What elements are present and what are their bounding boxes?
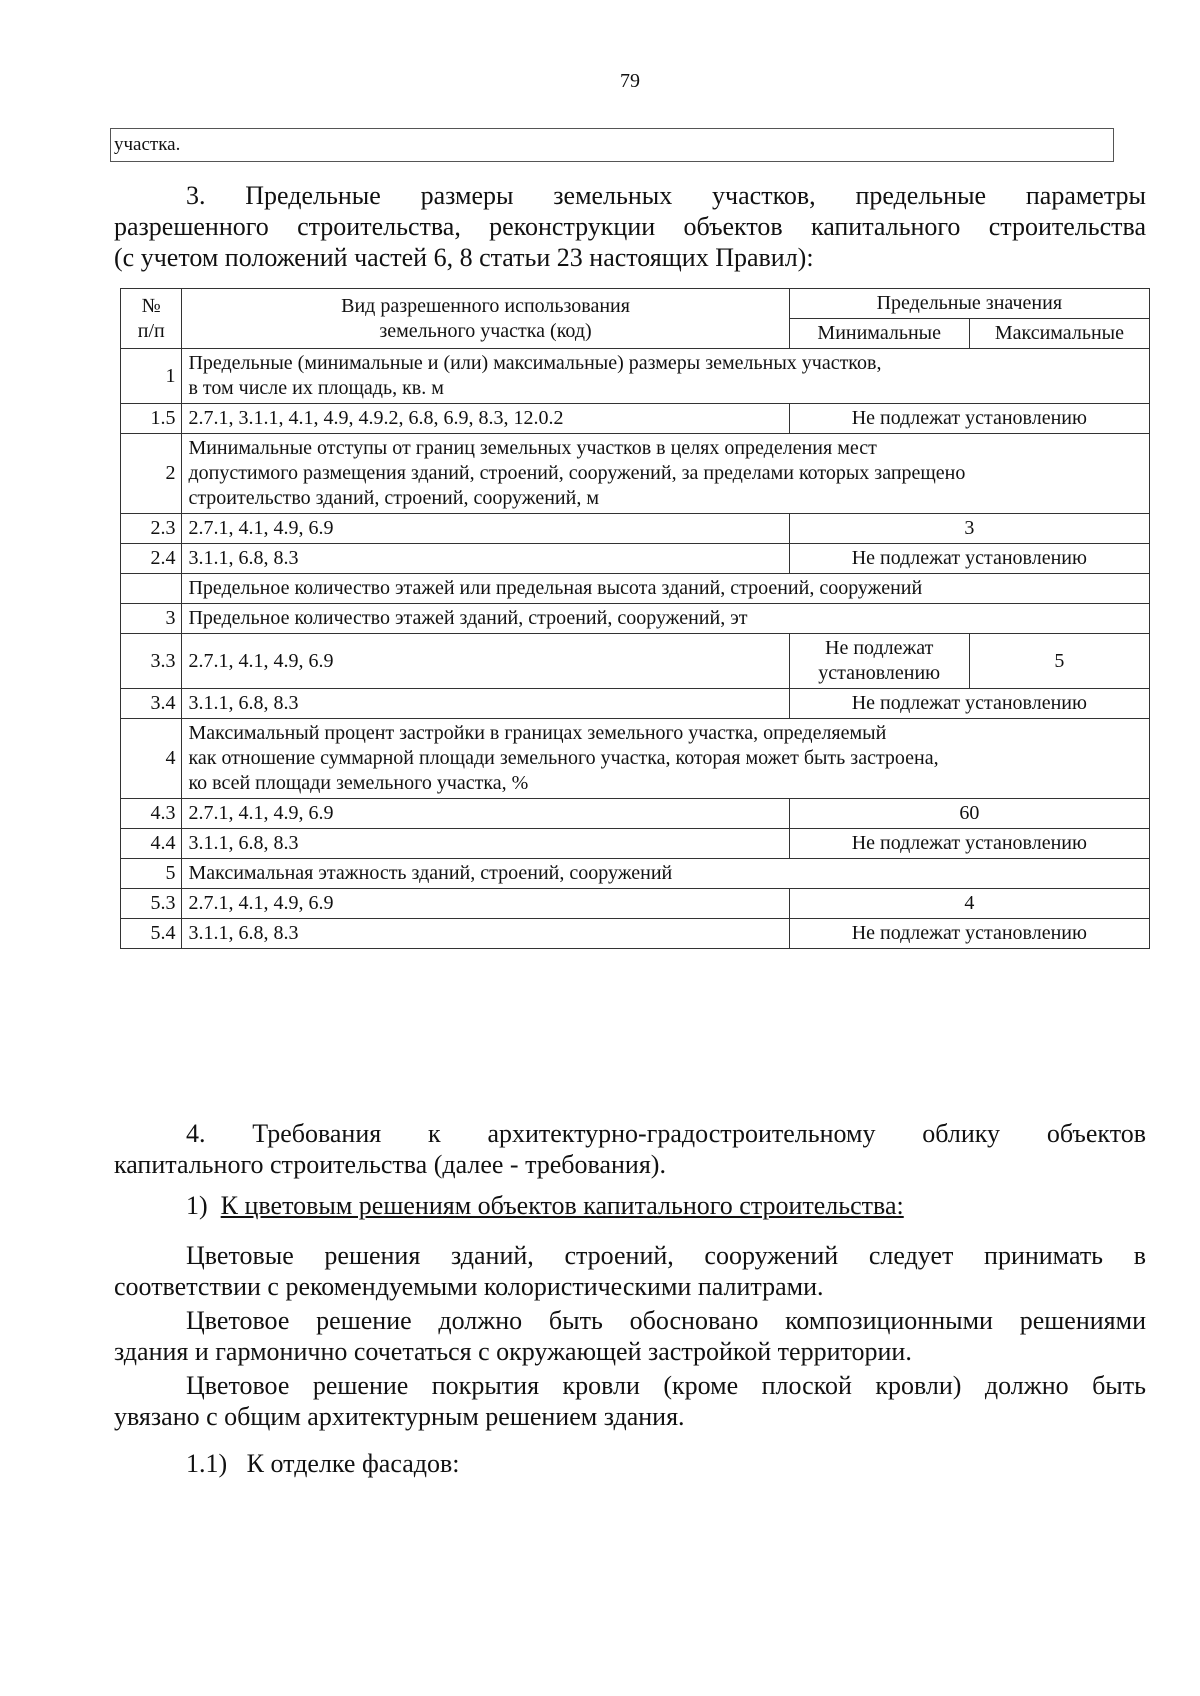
row-num: 1 [121,349,182,404]
row-codes: 2.7.1, 4.1, 4.9, 6.9 [182,634,789,689]
row-max-value: 5 [969,634,1149,689]
header-use [182,289,789,349]
row-text-line: в том числе их площадь, кв. м [188,377,444,399]
section-4-line-1: 4. Требования к архитектурно-градостроительному облику объектов [186,1119,1146,1148]
row-codes: 3.1.1, 6.8, 8.3 [182,829,789,859]
row-text-line: Максимальный процент застройки в границах земельного участка, определяемый [188,722,887,744]
row-value: 60 [789,799,1149,829]
subsection-1-title: К цветовым решениям объектов капитального строительства: [220,1191,904,1220]
row-num: 5.3 [121,889,182,919]
paragraph-2 [114,1305,1146,1367]
row-codes: 2.7.1, 4.1, 4.9, 6.9 [182,799,789,829]
table-row [121,859,1150,889]
subsection-1-1-number: 1.1) [186,1449,228,1478]
section-3-line-1: 3. Предельные размеры земельных участков, предельные параметры [186,181,1146,210]
row-text: Предельное количество этажей или предельная высота зданий, строений, сооружений [182,574,1150,604]
row-text-line: допустимого размещения зданий, строений, сооружений, за пределами которых запрещено [188,462,966,484]
row-value: Не подлежат установлению [789,689,1149,719]
table-row [121,544,1150,574]
paragraph-1-line-1: Цветовые решения зданий, строений, сооружений следует принимать в [186,1241,1146,1270]
row-num: 3.4 [121,689,182,719]
row-codes: 2.7.1, 4.1, 4.9, 6.9 [182,889,789,919]
subsection-1-number: 1) [186,1191,208,1220]
table-row [121,574,1150,604]
row-text-line: как отношение суммарной площади земельного участка, которая может быть застроена, [188,747,939,769]
header-use-line-2: земельного участка (код) [379,319,592,342]
table-row [121,719,1150,799]
row-num: 3 [121,604,182,634]
paragraph-1 [114,1240,1146,1302]
section-4-heading [114,1118,1146,1180]
section-4-line-2: капитального строительства (далее - требования). [114,1150,666,1179]
table-row [121,689,1150,719]
row-num: 2.4 [121,544,182,574]
subsection-1-1-title: К отделке фасадов: [246,1449,460,1478]
row-num: 5.4 [121,919,182,949]
row-text-line: ко всей площади земельного участка, % [188,772,529,794]
row-num: 4.3 [121,799,182,829]
table-row [121,829,1150,859]
paragraph-3-line-2: увязано с общим архитектурным решением здания. [114,1402,685,1431]
row-text [182,434,1150,514]
table-row [121,604,1150,634]
row-value: Не подлежат установлению [789,404,1149,434]
paragraph-3-line-1: Цветовое решение покрытия кровли (кроме плоской кровли) должно быть [186,1371,1146,1400]
section-3-line-2: разрешенного строительства, реконструкции объектов капитального строительства [114,212,1146,241]
row-num: 4 [121,719,182,799]
header-num [121,289,182,349]
row-text-line: строительство зданий, строений, сооружений, м [188,487,599,509]
table-row [121,434,1150,514]
row-text [182,349,1150,404]
row-codes: 3.1.1, 6.8, 8.3 [182,544,789,574]
row-codes: 3.1.1, 6.8, 8.3 [182,919,789,949]
header-limits: Предельные значения [789,289,1149,319]
table-row [121,349,1150,404]
row-num: 1.5 [121,404,182,434]
row-value: Не подлежат установлению [789,829,1149,859]
subsection-1-1-heading [114,1448,1146,1479]
subsection-1-1-line [114,1448,1146,1479]
row-text-line: Предельные (минимальные и (или) максимальные) размеры земельных участков, [188,352,882,374]
header-row [121,289,1150,319]
table-row [121,634,1150,689]
subsection-1-line [114,1190,1146,1221]
row-num: 5 [121,859,182,889]
section-3-line-3: (с учетом положений частей 6, 8 статьи 23 настоящих Правил): [114,243,814,272]
row-text: Максимальная этажность зданий, строений, сооружений [182,859,1150,889]
row-num: 2 [121,434,182,514]
limits-table [120,288,1150,949]
continued-table-cell [110,128,1114,162]
row-codes: 2.7.1, 4.1, 4.9, 6.9 [182,514,789,544]
row-value: 3 [789,514,1149,544]
header-num-line-1: № [141,294,161,317]
section-3-heading [114,180,1146,273]
row-text: Предельное количество этажей зданий, строений, сооружений, эт [182,604,1150,634]
row-min-line: Не подлежат [825,637,934,659]
page-number: 79 [620,70,640,92]
table-row [121,799,1150,829]
row-value: Не подлежат установлению [789,919,1149,949]
row-num [121,574,182,604]
table-row [121,404,1150,434]
row-num: 2.3 [121,514,182,544]
table-row [121,514,1150,544]
paragraph-3 [114,1370,1146,1432]
row-min-value [789,634,969,689]
paragraph-2-line-1: Цветовое решение должно быть обосновано композиционными решениями [186,1306,1146,1335]
row-text [182,719,1150,799]
row-codes: 2.7.1, 3.1.1, 4.1, 4.9, 4.9.2, 6.8, 6.9, 8.3, 12.0.2 [182,404,789,434]
row-value: Не подлежат установлению [789,544,1149,574]
table-row [121,889,1150,919]
row-codes: 3.1.1, 6.8, 8.3 [182,689,789,719]
row-num: 3.3 [121,634,182,689]
row-min-line: установлению [818,662,941,684]
row-num: 4.4 [121,829,182,859]
header-max: Максимальные [969,319,1149,349]
subsection-1-heading [114,1190,1146,1221]
row-text-line: Минимальные отступы от границ земельных участков в целях определения мест [188,437,877,459]
continued-cell-text: участка. [114,134,181,155]
table-row [121,919,1150,949]
paragraph-2-line-2: здания и гармонично сочетаться с окружающей застройкой территории. [114,1337,912,1366]
header-min: Минимальные [789,319,969,349]
row-value: 4 [789,889,1149,919]
paragraph-1-line-2: соответствии с рекомендуемыми колористическими палитрами. [114,1272,824,1301]
header-use-line-1: Вид разрешенного использования [341,294,630,317]
header-num-line-2: п/п [137,319,165,342]
